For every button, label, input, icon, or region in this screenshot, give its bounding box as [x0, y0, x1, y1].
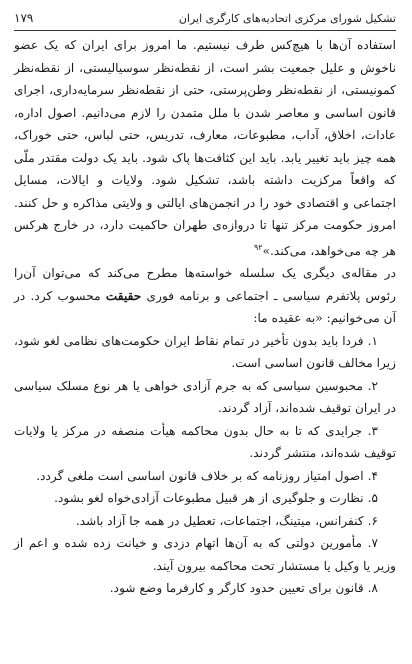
list-item: ۵. نظارت و جلوگیری از هر قبیل مطبوعات آزادی‌خواه لغو بشود.: [54, 491, 378, 506]
running-title: تشکیل شورای مرکزی اتحادیه‌های کارگری ایران: [178, 11, 396, 25]
body-text: [14, 34, 396, 600]
list-item: ۳. جرایدی که تا به حال بدون محاکمه هیأت منصفه در مرکز یا ولایات توقیف شده‌اند، منتشر گردند.: [14, 423, 396, 461]
page-number: ۱۷۹: [14, 11, 34, 25]
list-item: ۸. قانون برای تعیین حدود کارگر و کارفرما وضع شود.: [109, 581, 378, 596]
list-item: ۶. کنفرانس، میتینگ، اجتماعات، تعطیل در همه جا آزاد باشد.: [75, 513, 378, 528]
paragraph-2-text-after: محسوب کرد. در آن می‌خوانیم: «به عقیده ما:: [14, 288, 396, 326]
header-rule: [14, 30, 396, 31]
list-item: ۲. محبوسین سیاسی که به جرم آزادی خواهی یا هر نوع مسلک سیاسی در ایران توقیف شده‌اند، آزاد گردند.: [14, 378, 396, 416]
list-item: ۴. اصول امتیاز روزنامه که بر خلاف قانون اساسی است ملغی گردد.: [36, 468, 378, 483]
paragraph-1-text: استفاده آن‌ها با هیچ‌کس طرف نیستیم. ما امروز برای ایران که یک عضو ناخوش و علیل جمعیت بشر است، از نقطه‌نظر سوسیالیستی، از نقطه‌نظر کمونیستی، از نقطه‌نظر وطن‌پرستی، حتی از نقطه‌نظر سرمایه‌داری، اجرای قانون اساسی و معاصر شدن با ملل متمدن را لازم می‌دانیم. اصول اداره، عادات، اخلاق، آداب، مطبوعات، معارف، تدریس، حتی لباس، حتی خوراک، همه چیز باید تغییر یابد. باید این کثافت‌ها پاک شود. باید یک دولت مقتدر ملّی که واقعاً مرکزیت داشته باشد، تشکیل شود. ولایات و ایالات، مسایل اجتماعی و اقتصادی خود را در انجمن‌های ایالتی و ولایتی مذاکره و حل کنند. امروز حکومت مرکز تنها تا دروازه‌ی طهران حاکمیت دارد، در خارج هرکس هر چه می‌خواهد، می‌کند.»: [14, 38, 396, 258]
demands-list: [14, 330, 396, 600]
list-item: ۱. فردا باید بدون تأخیر در تمام نقاط ایران حکومت‌های نظامی لغو شود، زیرا مخالف قانون اساسی است.: [14, 333, 396, 371]
footnote-marker: ۹۲: [254, 242, 263, 252]
paragraph-2-text-before: در مقاله‌ی دیگری یک سلسله خواسته‌ها مطرح می‌کند که می‌توان آن‌را رئوس پلاتفرم سیاسی ـ اجتماعی و برنامه فوری: [14, 266, 396, 303]
emphasis-haghighat: حقیقت: [105, 288, 142, 303]
list-item: ۷. مأمورین دولتی که به آن‌ها اتهام دزدی و خیانت زده شده و اعم از وزیر یا وکیل یا مستشار تحت محاکمه بیرون آیند.: [14, 536, 396, 573]
page-header: [14, 8, 396, 28]
paragraph-1: [14, 34, 396, 262]
paragraph-2: [14, 262, 396, 330]
